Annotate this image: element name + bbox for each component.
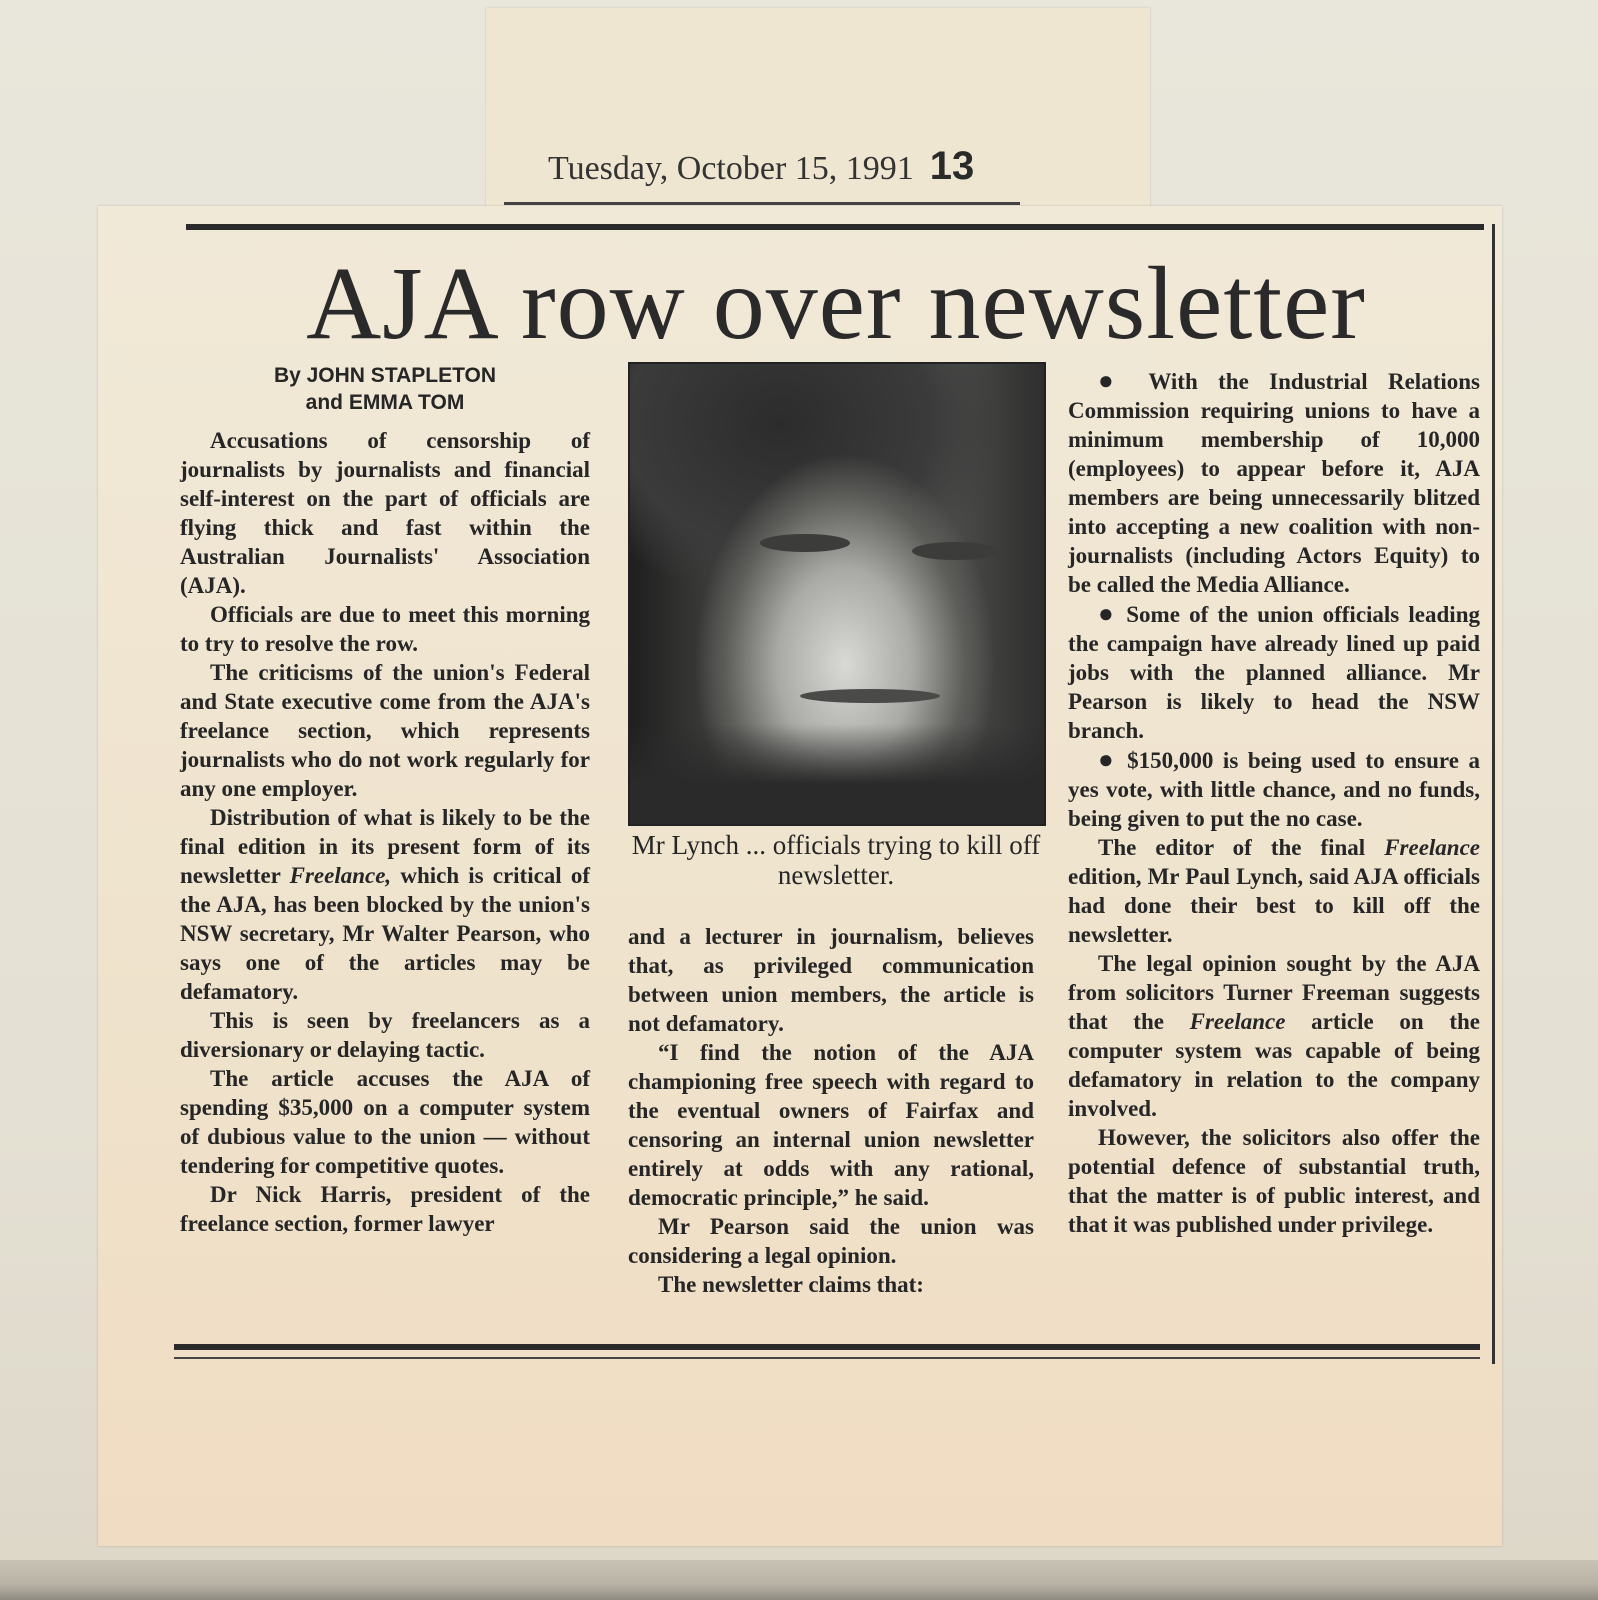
column-1 — [180, 362, 590, 1238]
headline: AJA row over newsletter — [306, 246, 1366, 361]
photo-shading — [800, 689, 940, 703]
text-run: Some of the union officials leading the campaign have already lined up paid jobs with the planned alliance. Mr Pearson is likely to head the NSW branch. — [1068, 602, 1480, 743]
column-3 — [1068, 366, 1480, 1239]
photo-shading — [630, 724, 1044, 824]
text-run: which is critical of the AJA, has been blocked by the union's NSW secretary, Mr Walter Pearson, who says one of the articles may be defamatory. — [180, 863, 590, 1004]
bullet-point — [1068, 366, 1480, 599]
newsletter-title: Freelance — [1189, 1009, 1286, 1034]
paragraph: However, the solicitors also offer the potential defence of substantial truth, that the matter is of public interest, and that it was published under privilege. — [1068, 1125, 1480, 1237]
paragraph: The criticisms of the union's Federal and State executive come from the AJA's freelance section, which represents journalists who do not work regularly for any one employer. — [180, 660, 590, 801]
text-run: Distribution of what is likely to be the final edition in its present form of its newsletter — [180, 805, 590, 888]
dateline-clipping — [486, 8, 1150, 230]
bullet-point — [1068, 745, 1480, 833]
page-number: 13 — [929, 144, 975, 188]
top-rule — [186, 224, 1484, 230]
dateline-date: Tuesday, October 15, 1991 — [548, 150, 914, 187]
photo-caption: Mr Lynch ... officials trying to kill off newsletter. — [631, 830, 1041, 890]
paragraph — [180, 803, 590, 1006]
photo-shading — [912, 542, 998, 560]
paragraph: Officials are due to meet this morning to try to resolve the row. — [180, 602, 590, 656]
paragraph: Dr Nick Harris, president of the freelance section, former lawyer — [180, 1182, 590, 1236]
paragraph: This is seen by freelancers as a diversionary or delaying tactic. — [180, 1008, 590, 1062]
newsletter-title: Freelance — [1384, 835, 1481, 860]
paragraph: The newsletter claims that: — [658, 1272, 924, 1297]
byline — [180, 362, 590, 416]
paragraph: Mr Pearson said the union was considering a legal opinion. — [628, 1214, 1034, 1268]
portrait-photo — [630, 364, 1044, 824]
bottom-rule-thin — [174, 1357, 1480, 1359]
bullet-icon: ● — [1098, 745, 1118, 774]
text-run: With the Industrial Relations Commission requiring unions to have a minimum membership of 10,000 (employees) to appear before it, AJA members are being unnecessarily blitzed into accepting a new coalition with non-journalists (including Actors Equity) to be called the Media Alliance. — [1068, 369, 1480, 597]
text-run: edition, Mr Paul Lynch, said AJA officials had done their best to kill off the newsletter. — [1068, 864, 1480, 947]
dateline — [548, 144, 1028, 192]
text-run: The editor of the final — [1098, 835, 1366, 860]
byline-line-2: and EMMA TOM — [305, 391, 465, 414]
paragraph: Accusations of censorship of journalists by journalists and financial self-interest on the part of officials are flying thick and fast within the Australian Journalists' Association (AJA). — [180, 428, 590, 598]
paragraph: and a lecturer in journalism, believes that, as privileged communication between union members, the article is not defamatory. — [628, 924, 1034, 1036]
text-run: article on the computer system was capable of being defamatory in relation to the company involved. — [1068, 1009, 1481, 1121]
text-run: $150,000 is being used to ensure a yes vote, with little chance, and no funds, being given to put the no case. — [1068, 748, 1480, 831]
dateline-rule — [504, 202, 1020, 205]
byline-line-1: By JOHN STAPLETON — [273, 364, 497, 387]
paragraph: The article accuses the AJA of spending $35,000 on a computer system of dubious value to the union — without tendering for competitive quotes. — [180, 1066, 590, 1178]
right-rule — [1492, 224, 1495, 1364]
bullet-icon: ● — [1098, 599, 1118, 628]
newsletter-title: Freelance, — [289, 863, 392, 888]
paragraph — [1068, 833, 1480, 949]
bullet-point — [1068, 599, 1480, 745]
paragraph — [1068, 949, 1480, 1123]
bullet-icon: ● — [1098, 366, 1129, 395]
text-run: The legal opinion sought by the AJA from solicitors Turner Freeman suggests that the — [1068, 951, 1480, 1034]
column-2 — [628, 922, 1034, 1299]
paragraph: “I find the notion of the AJA championing free speech with regard to the eventual owners of Fairfax and censoring an internal union newsletter entirely at odds with any rational, democratic principle,” he said. — [628, 1040, 1034, 1210]
bottom-rule — [174, 1344, 1480, 1350]
photo-shading — [760, 534, 850, 552]
page-edge — [0, 1560, 1598, 1600]
